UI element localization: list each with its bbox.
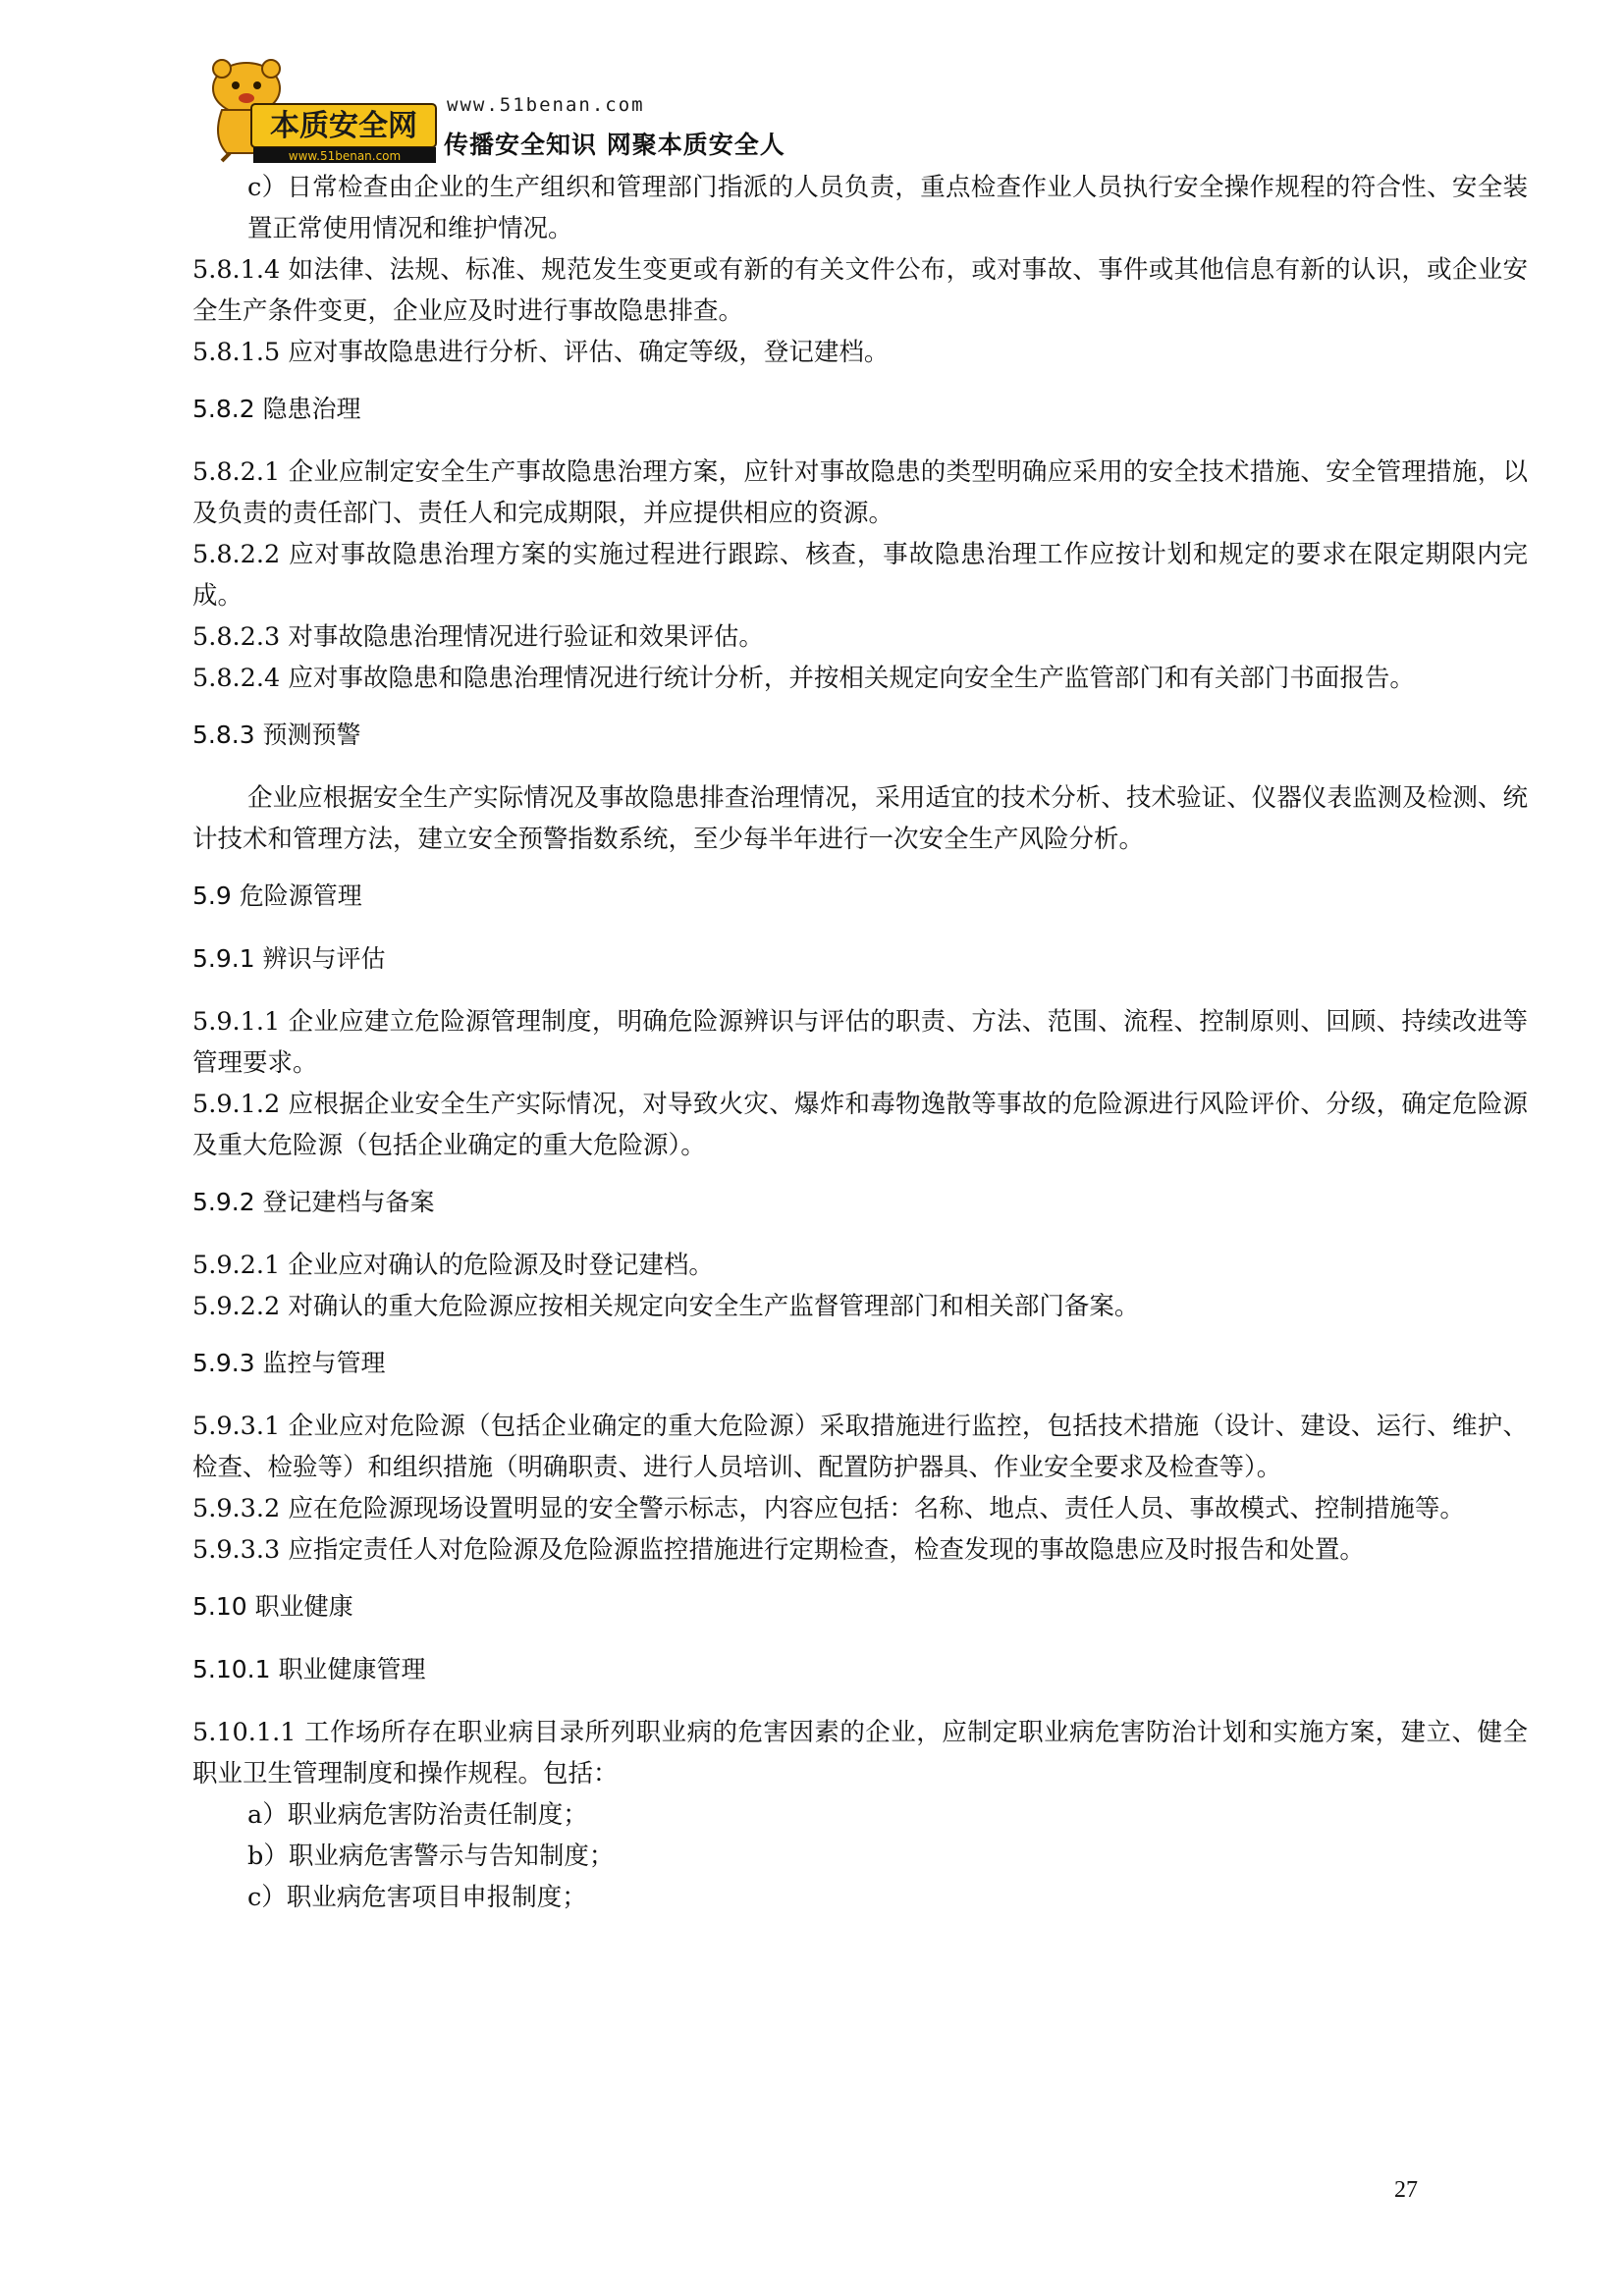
section-heading: 5.10 职业健康: [192, 1592, 353, 1621]
paragraph: 5.8.2.4 应对事故隐患和隐患治理情况进行统计分析，并按相关规定向安全生产监管部门和有关部门书面报告。: [192, 664, 1415, 693]
paragraph: 5.9.3.1 企业应对危险源（包括企业确定的重大危险源）采取措施进行监控，包括技术措施（设计、建设、运行、维护、检查、检验等）和组织措施（明确职责、进行人员培训、配置防护器具、作业安全要求及检查等）。: [192, 1412, 1528, 1482]
document-body: [192, 167, 1528, 1918]
site-url[interactable]: www.51benan.com: [447, 94, 645, 116]
paragraph: 5.8.1.5 应对事故隐患进行分析、评估、确定等级，登记建档。: [192, 338, 890, 367]
section-heading: 5.9 危险源管理: [192, 881, 362, 910]
tiger-mascot-icon: [192, 59, 438, 165]
paragraph: 5.8.2.3 对事故隐患治理情况进行验证和效果评估。: [192, 622, 764, 652]
section-heading: 5.9.2 登记建档与备案: [192, 1188, 435, 1216]
paragraph: 5.9.3.3 应指定责任人对危险源及危险源监控措施进行定期检查，检查发现的事故隐患应及时报告和处置。: [192, 1535, 1365, 1565]
page-number: 27: [1394, 2177, 1418, 2203]
paragraph: c）职业病危害项目申报制度；: [247, 1883, 587, 1912]
paragraph: 5.8.2.2 应对事故隐患治理方案的实施过程进行跟踪、核查，事故隐患治理工作应按计划和规定的要求在限定期限内完成。: [192, 540, 1528, 611]
paragraph: 5.9.1.2 应根据企业安全生产实际情况，对导致火灾、爆炸和毒物逸散等事故的危险源进行风险评价、分级，确定危险源及重大危险源（包括企业确定的重大危险源）。: [192, 1090, 1528, 1160]
section-heading: 5.8.2 隐患治理: [192, 395, 361, 423]
logo-url: www.51benan.com: [288, 149, 402, 163]
paragraph: c）日常检查由企业的生产组织和管理部门指派的人员负责，重点检查作业人员执行安全操作规程的符合性、安全装置正常使用情况和维护情况。: [247, 173, 1528, 243]
logo-text: 本质安全网: [270, 109, 417, 143]
site-slogan: 传播安全知识 网聚本质安全人: [444, 131, 785, 159]
section-heading: 5.9.3 监控与管理: [192, 1349, 386, 1377]
paragraph: 5.8.1.4 如法律、法规、标准、规范发生变更或有新的有关文件公布，或对事故、事件或其他信息有新的认识，或企业安全生产条件变更，企业应及时进行事故隐患排查。: [192, 255, 1528, 326]
paragraph: 5.9.3.2 应在危险源现场设置明显的安全警示标志，内容应包括：名称、地点、责任人员、事故模式、控制措施等。: [192, 1494, 1465, 1523]
paragraph: 5.10.1.1 工作场所存在职业病目录所列职业病的危害因素的企业，应制定职业病危害防治计划和实施方案，建立、健全职业卫生管理制度和操作规程。包括：: [192, 1718, 1528, 1789]
paragraph: 5.9.2.1 企业应对确认的危险源及时登记建档。: [192, 1251, 714, 1280]
site-logo: [192, 59, 438, 165]
paragraph: 5.9.1.1 企业应建立危险源管理制度，明确危险源辨识与评估的职责、方法、范围、流程、控制原则、回顾、持续改进等管理要求。: [192, 1007, 1528, 1078]
paragraph: 5.8.2.1 企业应制定安全生产事故隐患治理方案，应针对事故隐患的类型明确应采用的安全技术措施、安全管理措施，以及负责的责任部门、责任人和完成期限，并应提供相应的资源。: [192, 457, 1528, 528]
section-heading: 5.10.1 职业健康管理: [192, 1655, 426, 1683]
paragraph: b）职业病危害警示与告知制度；: [247, 1842, 615, 1871]
paragraph: 5.9.2.2 对确认的重大危险源应按相关规定向安全生产监督管理部门和相关部门备案。: [192, 1292, 1140, 1321]
paragraph: a）职业病危害防治责任制度；: [247, 1800, 588, 1830]
paragraph: 企业应根据安全生产实际情况及事故隐患排查治理情况，采用适宜的技术分析、技术验证、仪器仪表监测及检测、统计技术和管理方法，建立安全预警指数系统，至少每半年进行一次安全生产风险分析。: [192, 783, 1528, 854]
section-heading: 5.9.1 辨识与评估: [192, 944, 386, 973]
section-heading: 5.8.3 预测预警: [192, 721, 361, 749]
